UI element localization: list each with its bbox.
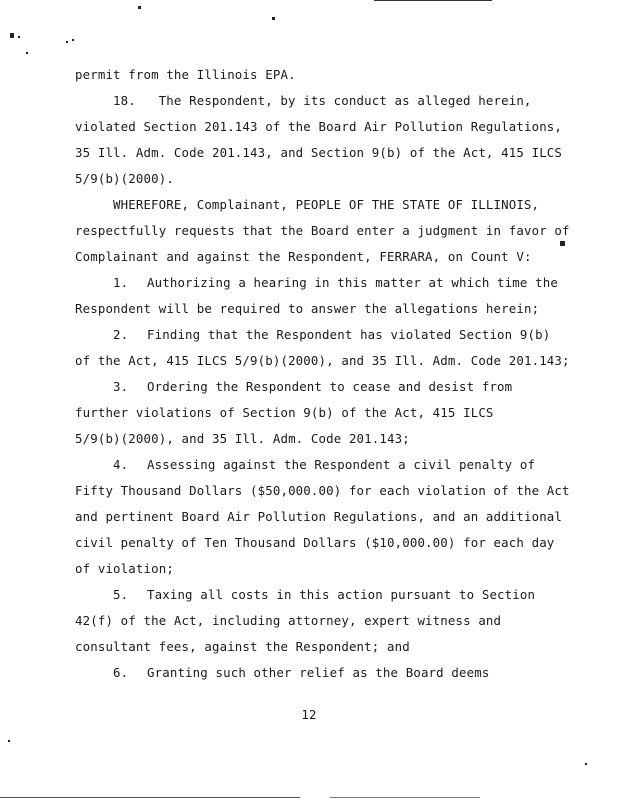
text-line: consultant fees, against the Respondent; and <box>75 639 410 654</box>
scan-speck <box>560 241 565 246</box>
text-line: 5/9(b)(2000), and 35 Ill. Adm. Code 201.143; <box>75 431 410 446</box>
text-line: further violations of Section 9(b) of the Act, 415 ILCS <box>75 405 494 420</box>
text-line: of violation; <box>75 561 174 576</box>
scan-speck <box>138 6 141 9</box>
text-line: Complainant and against the Respondent, FERRARA, on Count V: <box>75 249 532 264</box>
list-item-text: Taxing all costs in this action pursuant to Section <box>147 587 536 602</box>
text-line: permit from the Illinois EPA. <box>75 67 296 82</box>
text-line: 42(f) of the Act, including attorney, expert witness and <box>75 613 502 628</box>
text-line: 5/9(b)(2000). <box>75 171 174 186</box>
item-number: 6. <box>113 665 129 680</box>
scan-artifact-bottom-rule <box>0 797 300 798</box>
item-number: 1. <box>113 275 129 290</box>
text-line: 35 Ill. Adm. Code 201.143, and Section 9(b) of the Act, 415 ILCS <box>75 145 563 160</box>
scan-speck <box>10 33 14 38</box>
text-line: respectfully requests that the Board enter a judgment in favor of <box>75 223 570 238</box>
list-item-text: Granting such other relief as the Board deems <box>147 665 490 680</box>
list-item-text: Authorizing a hearing in this matter at which time the <box>147 275 558 290</box>
item-number: 5. <box>113 587 129 602</box>
text-line: of the Act, 415 ILCS 5/9(b)(2000), and 35 Ill. Adm. Code 201.143; <box>75 353 570 368</box>
paragraph-18-first-line: 18. The Respondent, by its conduct as alleged herein, <box>113 93 532 108</box>
item-number: 4. <box>113 457 129 472</box>
text-line: violated Section 201.143 of the Board Air Pollution Regulations, <box>75 119 563 134</box>
scan-speck <box>8 740 10 742</box>
text-line: Respondent will be required to answer the allegations herein; <box>75 301 540 316</box>
text-line: and pertinent Board Air Pollution Regulations, and an additional <box>75 509 563 524</box>
list-item-text: Ordering the Respondent to cease and desist from <box>147 379 513 394</box>
scan-speck <box>585 763 587 765</box>
list-item-text: Finding that the Respondent has violated Section 9(b) <box>147 327 551 342</box>
list-item-text: Assessing against the Respondent a civil penalty of <box>147 457 536 472</box>
page-number: 12 <box>301 707 317 722</box>
item-number: 2. <box>113 327 129 342</box>
scan-speck <box>72 39 74 41</box>
scan-artifact-bottom-rule <box>330 797 480 798</box>
scan-speck <box>18 36 20 38</box>
scan-artifact-top-rule <box>374 0 492 1</box>
wherefore-clause: WHEREFORE, Complainant, PEOPLE OF THE STATE OF ILLINOIS, <box>113 197 540 212</box>
scan-speck <box>26 52 28 54</box>
item-number: 3. <box>113 379 129 394</box>
scan-speck <box>272 17 275 20</box>
text-line: civil penalty of Ten Thousand Dollars ($10,000.00) for each day <box>75 535 555 550</box>
text-line: Fifty Thousand Dollars ($50,000.00) for each violation of the Act <box>75 483 570 498</box>
scan-speck <box>66 41 68 43</box>
